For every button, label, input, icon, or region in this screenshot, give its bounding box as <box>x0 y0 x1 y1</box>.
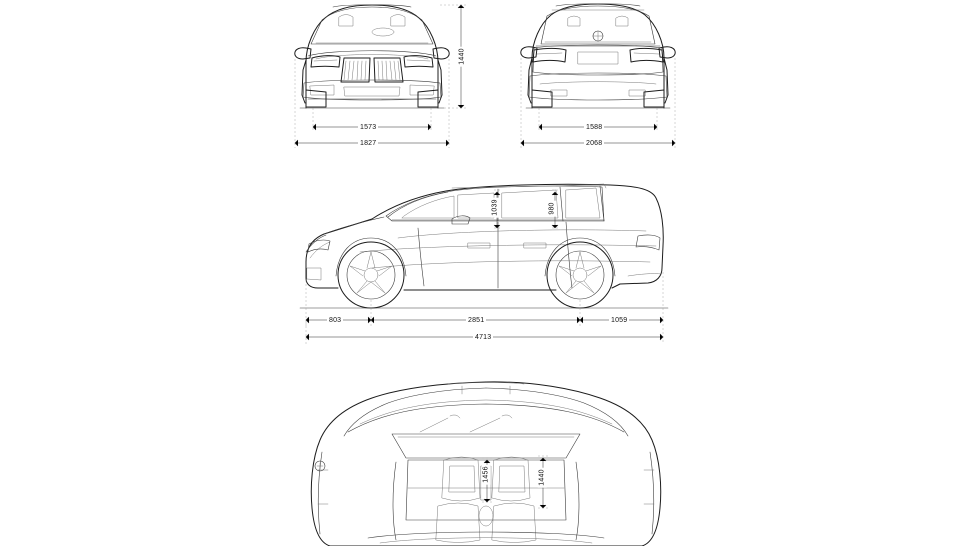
dim-rear-shoulder-room: 1440 <box>538 469 546 486</box>
dim-front-shoulder-room: 1456 <box>482 466 490 483</box>
dim-overall-length: 4713 <box>475 334 492 341</box>
front-view-group <box>295 5 468 148</box>
dim-front-track: 1573 <box>360 124 377 131</box>
dim-rear-track: 1588 <box>586 124 603 131</box>
dim-front-headroom: 1039 <box>491 199 499 216</box>
dim-rear-width-mirrors: 2068 <box>586 140 603 147</box>
dim-front-width-mirrors: 1827 <box>360 140 377 147</box>
dim-rear-overhang: 1059 <box>611 317 628 324</box>
dim-wheelbase: 2851 <box>468 317 485 324</box>
dim-rear-headroom: 980 <box>548 202 556 215</box>
dim-front-height: 1440 <box>458 48 466 65</box>
dim-front-overhang: 803 <box>329 317 342 324</box>
